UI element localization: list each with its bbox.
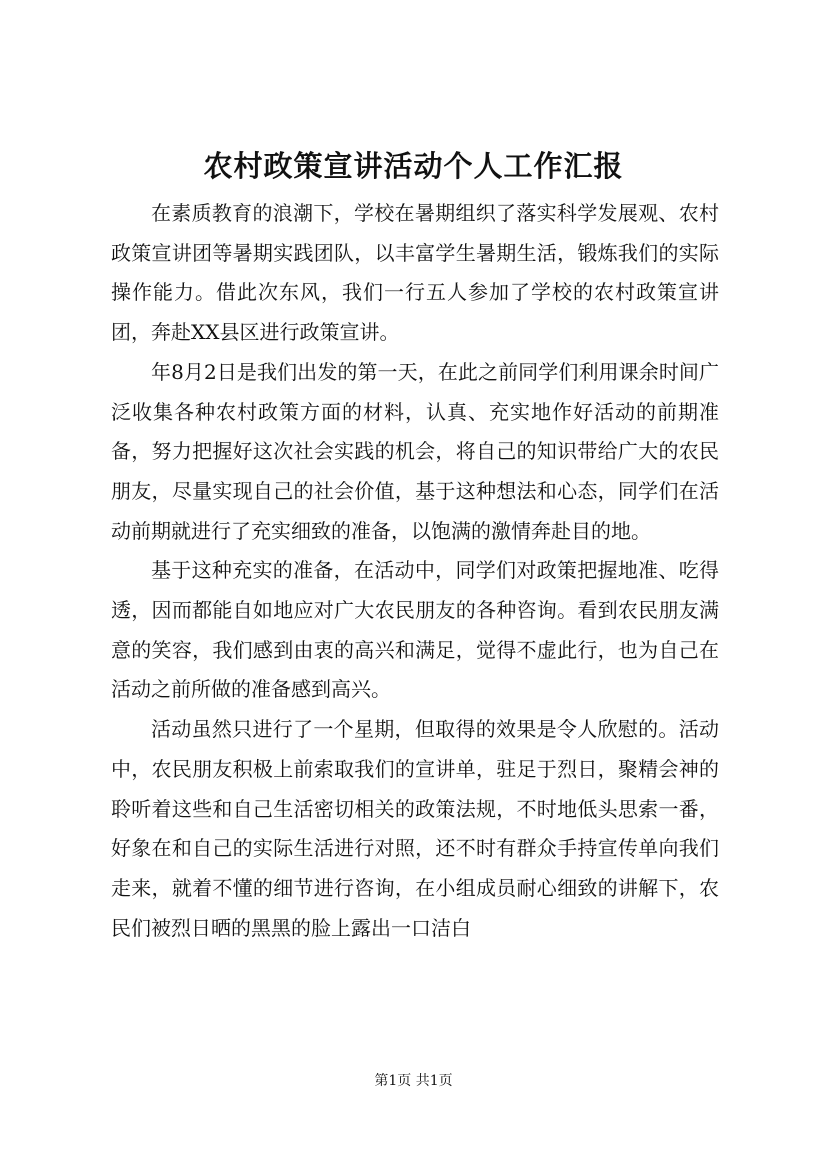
paragraph-1: 在素质教育的浪潮下，学校在暑期组织了落实科学发展观、农村政策宣讲团等暑期实践团队，以丰富学生暑期生活，锻炼我们的实际操作能力。借此次东风，我们一行五人参加了学校的农村政策宣讲团，奔赴XX县区进行政策宣讲。 [111,201,719,345]
paragraph-2: 年8月2日是我们出发的第一天，在此之前同学们利用课余时间广泛收集各种农村政策方面的材料，认真、充实地作好活动的前期准备，努力把握好这次社会实践的机会，将自己的知识带给广大的农民朋友，尽量实现自己的社会价值，基于这种想法和心态，同学们在活动前期就进行了充实细致的准备，以饱满的激情奔赴目的地。 [111,359,719,543]
page-footer: 第1页 共1页 [374,1073,453,1089]
document-body [111,194,719,948]
paragraph-3: 基于这种充实的准备，在活动中，同学们对政策把握地准、吃得透，因而都能自如地应对广大农民朋友的各种咨询。看到农民朋友满意的笑容，我们感到由衷的高兴和满足，觉得不虚此行，也为自己在活动之前所做的准备感到高兴。 [111,558,719,702]
document-title: 农村政策宣讲活动个人工作汇报 [203,149,624,183]
paragraph-4: 活动虽然只进行了一个星期，但取得的效果是令人欣慰的。活动中，农民朋友积极上前索取我们的宣讲单，驻足于烈日，聚精会神的聆听着这些和自己生活密切相关的政策法规，不时地低头思索一番，好象在和自己的实际生活进行对照，还不时有群众手持宣传单向我们走来，就着不懂的细节进行咨询，在小组成员耐心细致的讲解下，农民们被烈日晒的黑黑的脸上露出一口洁白 [111,717,719,940]
